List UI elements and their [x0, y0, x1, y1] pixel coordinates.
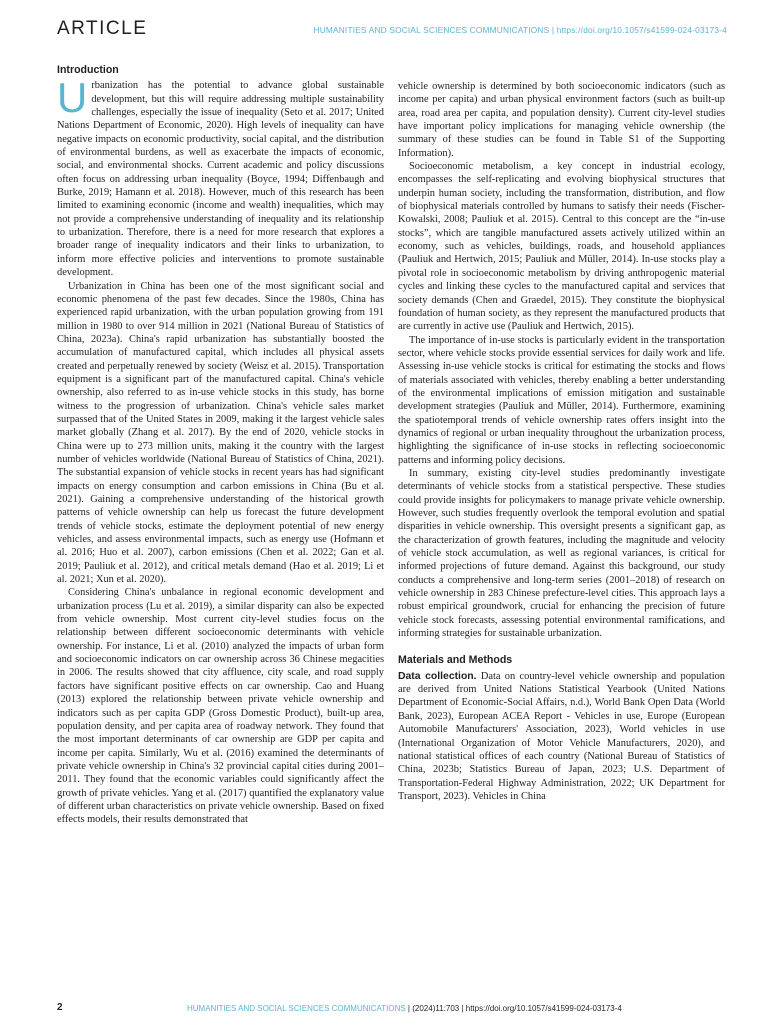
intro-paragraph-1	[57, 74, 384, 279]
intro-paragraph-1-text: rbanization has the potential to advance global sustainable development, but this will require addressing multiple sustainability challenges, especially the issue of inequality (Seto et al. 2017; United Nations Department of Economic, 2020). High levels of inequality can have negative impacts on economic productivity, social capital, and the distribution of environmental burdens, as well as exacerbate the impacts of economic, social, and environmental shocks. Current academic and policy discussions often focus on addressing urban inequality (Boyce, 1994; Diffenbaugh and Burke, 2019; Hamann et al. 2018). However, much of this research has been limited to examining economic (income and wealth) inequalities, which may not provide a comprehensive understanding of inequality and its relationship to urbanization. Therefore, there is a need for more research that explores a broader range of inequality indicators and their links to urbanization, to inform more effective policies and interventions to promote sustainable development.	[57, 80, 384, 279]
footer-doi: | (2024)11:703 | https://doi.org/10.1057/s41599-024-03173-4	[405, 1004, 622, 1013]
methods-heading: Materials and Methods	[398, 654, 513, 667]
article-label: ARTICLE	[57, 18, 148, 39]
data-collection-lead: Data collection.	[398, 670, 477, 682]
intro-paragraph-2: Urbanization in China has been one of the most significant social and economic phenomena of the past few decades. Since the 1980s, China has experienced rapid urbanization, with the urban population growing from 191 million in 1980 to over 914 million in 2021 (National Bureau of Statistics of China, 2023a). China's rapid urbanization has substantially boosted the accumulation of manufactured capital, which includes all physical assets created and perpetually renewed by society (Weisz et al. 2015). Transportation equipment is a significant part of the manufactured capital. China's vehicle ownership, also referred to as in-use vehicle stocks in this study, has borne witness to the progression of urbanization. China's vehicle sales market surpassed that of the United States in 2009, making it the largest vehicle sales market globally (Zhang et al. 2017). By the end of 2020, vehicle stocks in China were up to 273 million units, making it the country with the largest number of vehicles worldwide (National Bureau of Statistics of China, 2021). The substantial expansion of vehicle stocks in recent years has had significant impacts on energy consumption and carbon emissions in China (Bu et al. 2021). Gaining a comprehensive understanding of the historical growth patterns of vehicle ownership can help us forecast the future development trends of vehicle stocks, estimate the deployment potential of new energy vehicles, and assess environmental impacts, such as energy use (Hofmann et al. 2016; Huo et al. 2007), carbon emissions (Chen et al. 2022; Gan et al. 2019; Pauliuk et al. 2012), and critical metals demand (Hao et al. 2019; Li et al. 2021; Xun et al. 2020).	[57, 280, 384, 586]
right-paragraph-2: Socioeconomic metabolism, a key concept in industrial ecology, encompasses the self-replicating and evolving biophysical structures that underpin human society, including the transformation, distribution, and flow of biophysical materials controlled by humans to satisfy their needs (Fischer-Kowalski, 2008; Pauliuk et al. 2015). Central to this concept are the “in-use stocks”, which are tangible manufactured assets actively utilized within an economy, such as vehicles, buildings, roads, and household appliances (Pauliuk and Hertwich, 2015; Pauliuk and Müller, 2014). In-use stocks play a pivotal role in socioeconomic metabolism by driving anthropogenic material cycles and linking these cycles to the manufactured capital and services that society demands (Chen and Graedel, 2015). They constitute the biophysical foundation of human society, as they represent the manufactured products that are currently in active use (Pauliuk and Hertwich, 2015).	[398, 161, 725, 333]
methods-paragraph-text: Data on country-level vehicle ownership and population are derived from United Nations Statistical Yearbook (United Nations Department of Economic-Social Affairs, n.d.), World Bank Open Data (World Bank, 2023), European ACEA Report - Vehicles in use, Europe (European Automobile Manufacturers' Association, 2023), World vehicles in use (International Organization of Motor Vehicle Manufacturers, 2020), and national statistical offices of each country (National Bureau of Statistics of China, 2023b; Statistics Bureau of Japan, 2023; U.S. Department of Transportation-Federal Highway Administration, 2022; UK Department for Transport, 2023). Vehicles in China	[398, 670, 725, 802]
footer-citation[interactable]	[187, 1004, 622, 1013]
right-paragraph-1: vehicle ownership is determined by both socioeconomic indicators (such as income per capita) and urban physical environment factors (such as built-up area, road area per capita, and population density). Current city-level studies have important policy implications for managing vehicle ownership (the summary of these studies can be found in Table S1 of the Supporting Information).	[398, 81, 725, 159]
drop-cap: U	[57, 74, 88, 122]
footer-journal: HUMANITIES AND SOCIAL SCIENCES COMMUNICATIONS	[187, 1004, 406, 1013]
right-paragraph-3: The importance of in-use stocks is particularly evident in the transportation sector, where vehicle stocks provide essential services for daily work and life. Assessing in-use vehicle stocks is critical for estimating the stocks and flows of materials associated with vehicles, thereby enabling a better understanding of the environmental implications of emission mitigation and sustainable development strategies (Pauliuk and Müller, 2014). Furthermore, examining the spatiotemporal trends of vehicle ownership rates offers insight into the dynamics of regional or urban inequality throughout the urbanization process, highlighting the significance of in-use stocks in reflecting socioeconomic patterns and informing policy decisions.	[398, 334, 725, 466]
introduction-heading: Introduction	[57, 64, 119, 76]
left-column	[57, 64, 384, 827]
methods-paragraph	[398, 670, 725, 803]
intro-paragraph-3: Considering China's unbalance in regional economic development and urbanization process (Lu et al. 2019), a similar disparity can also be expected from vehicle ownership. Most current city-level studies focus on the relationship between different socioeconomic determinants with vehicle ownership. For instance, Li et al. (2010) analyzed the impacts of urban form and socioeconomic indicators on car ownership across 36 Chinese megacities in 2006. The results showed that city affluence, city scale, and road supply factors have significant positive effects on car ownership. Cao and Huang (2013) explored the relationship between private vehicle ownership and indicators such as per capita GDP (Gross Domestic Product), built-up area, population density, and per capita area of roadway network. They found that the most important determinants of car ownership are GDP per capita and income per capita. Similarly, Wu et al. (2016) examined the determinants of private vehicle ownership in China's 32 provincial capital cities during 2001–2011. They found that the economic variables could significantly affect the growth of private vehicles. Yang et al. (2017) quantified the explanatory value of different urban characteristics on private vehicle ownership. Based on fixed effects models, their results demonstrated that	[57, 587, 384, 826]
journal-header-link[interactable]: HUMANITIES AND SOCIAL SCIENCES COMMUNICATIONS | https://doi.org/10.1057/s41599-024-03173-4	[313, 25, 727, 35]
page-number: 2	[57, 1002, 63, 1013]
page-header	[57, 18, 727, 40]
right-column	[398, 80, 725, 803]
right-paragraph-4: In summary, existing city-level studies predominantly investigate determinants of vehicle stocks from a statistical perspective. These studies could provide insights for policymakers to manage private vehicle ownership. However, such studies frequently overlook the temporal evolution and spatial disparities in vehicle ownership. This oversight presents a significant gap, as the characterization of growth features, including the magnitude and velocity of vehicle stock accumulation, as well as regional variances, is critical for informed projections of future demand. Against this background, our study conducts a comprehensive and long-term series (2001–2018) of research on vehicle ownership in 283 Chinese prefecture-level cities. This approach lays a robust empirical groundwork, crucial for enhancing the precision of future vehicle stock forecasts, assessing potential environmental ramifications, and informing strategies for sustainable urbanization.	[398, 467, 725, 640]
